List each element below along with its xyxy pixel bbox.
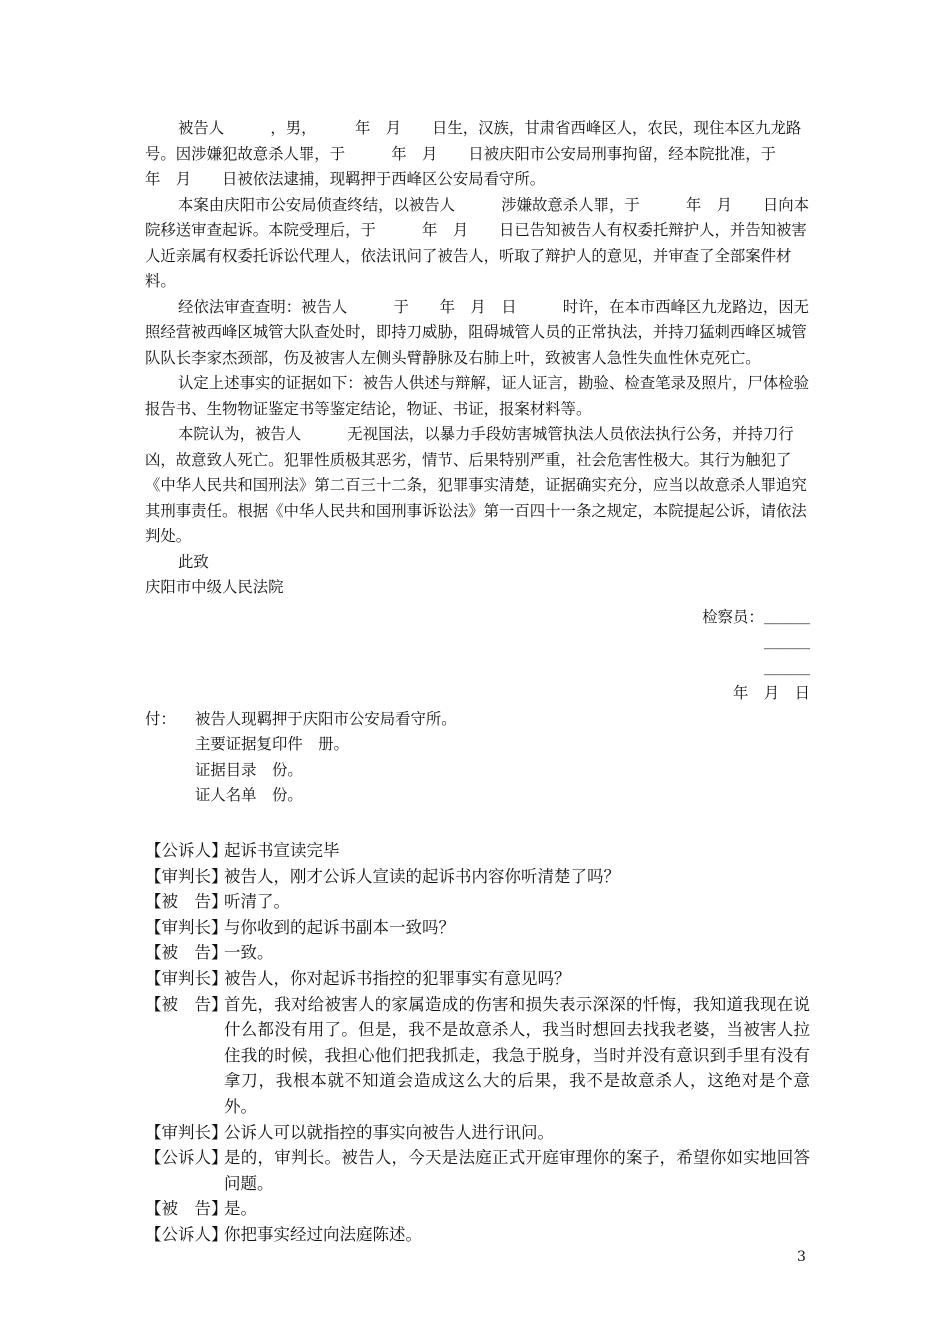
signature-blank-2: ＿＿＿ xyxy=(763,633,810,651)
speech-text: 听清了。 xyxy=(224,892,290,912)
speech-text: 是。 xyxy=(224,1199,257,1219)
attachment-item: 证据目录 份。 xyxy=(195,760,303,779)
speech-text: 一致。 xyxy=(224,943,274,963)
paragraph-opinion: 本院认为，被告人 无视国法，以暴力手段妨害城管执法人员依法执行公务，并持刀行凶，故意致人死亡。犯罪性质极其恶劣，情节、后果特别严重，社会危害性极大。其行为触犯了《中华人民共和国刑法》第二百三十二条，犯罪事实清楚，证据确实充分，应当以故意杀人罪追究其刑事责任。根据《中华人民共和国刑事诉讼法》第一百四十一条之规定，本院提起公诉，请依法判处。 xyxy=(145,425,807,545)
speech-text: 你把事实经过向法庭陈述。 xyxy=(224,1224,422,1244)
transcript-line xyxy=(145,992,810,1120)
transcript-line xyxy=(145,864,810,890)
speech-text: 是的，审判长。被告人，今天是法庭正式开庭审理你的案子，希望你如实地回答问题。 xyxy=(224,1148,810,1193)
speaker-label: 【被 告】 xyxy=(145,994,228,1014)
paragraph-defendant-info: 被告人 ，男， 年 月 日生，汉族，甘肃省西峰区人，农民，现住本区九龙路 号。因涉嫌犯故意杀人罪，于 年 月 日被庆阳市公安局刑事拘留，经本院批准，于 年 月 日被依法逮捕，现羁押于西峰区公安局看守所。 xyxy=(145,119,833,188)
paragraph-facts: 经依法审查查明：被告人 于 年 月 日 时许，在本市西峰区九龙路边，因无照经营被西峰区城管大队查处时，即持刀威胁，阻碍城管人员的正常执法，并持刀猛刺西峰区城管队队长李家杰颈部，伤及被害人左侧头臂静脉及右肺上叶，致被害人急性失血性休克死亡。 xyxy=(145,297,810,367)
transcript-line xyxy=(145,940,810,966)
speaker-label: 【审判长】 xyxy=(145,866,228,886)
speech-text: 与你收到的起诉书副本一致吗？ xyxy=(224,917,455,937)
transcript-line xyxy=(145,1196,810,1222)
transcript-line xyxy=(145,838,810,864)
speaker-label: 【被 告】 xyxy=(145,943,228,963)
transcript-line xyxy=(145,915,810,941)
speech-text: 公诉人可以就指控的事实向被告人进行讯问。 xyxy=(224,1122,554,1142)
speaker-label: 【公诉人】 xyxy=(145,841,228,860)
paragraph-case-transfer: 本案由庆阳市公安局侦查终结，以被告人 涉嫌故意杀人罪，于 年 月 日向本院移送审查起诉。本院受理后，于 年 月 日已告知被告人有权委托辩护人，并告知被害人近亲属有权委托诉讼代理人，依法讯问了被告人，听取了辩护人的意见，并审查了全部案件材料。 xyxy=(145,195,810,290)
speech-text: 被告人，刚才公诉人宣读的起诉书内容你听清楚了吗？ xyxy=(224,866,620,886)
speaker-label: 【公诉人】 xyxy=(145,1148,228,1168)
transcript-line xyxy=(145,966,810,992)
transcript-line xyxy=(145,1222,810,1248)
speaker-label: 【公诉人】 xyxy=(145,1224,228,1244)
date-line: 年 月 日 xyxy=(733,684,810,702)
signature-blank-3: ＿＿＿ xyxy=(763,658,810,677)
transcript-line xyxy=(145,1120,810,1146)
court-transcript xyxy=(145,838,810,1248)
speech-text: 首先，我对给被害人的家属造成的伤害和损失表示深深的忏悔，我知道我现在说什么都没有用了。但是，我不是故意杀人，我当时想回去找我老婆，当被害人拉住我的时候，我担心他们把我抓走，我急于脱身，当时并没有意识到手里有没有拿刀，我根本就不知道会造成这么大的后果，我不是故意杀人，这绝对是个意外。 xyxy=(224,994,810,1116)
transcript-line xyxy=(145,889,810,915)
prosecutor-signature: 检察员：＿＿＿ xyxy=(702,607,810,626)
attachment-item: 证人名单 份。 xyxy=(195,786,303,804)
attachments xyxy=(145,707,810,809)
attachment-label: 付： xyxy=(145,709,176,728)
speaker-label: 【被 告】 xyxy=(145,892,228,912)
indictment-section xyxy=(145,116,833,809)
speaker-label: 【被 告】 xyxy=(145,1199,228,1219)
speaker-label: 【审判长】 xyxy=(145,1122,228,1142)
speech-text: 起诉书宣读完毕 xyxy=(224,841,340,860)
paragraph-evidence: 认定上述事实的证据如下：被告人供述与辩解，证人证言，勘验、检查笔录及照片，尸体检验报告书、生物物证鉴定书等鉴定结论，物证、书证，报案材料等。 xyxy=(145,374,810,418)
salutation: 此致 xyxy=(178,552,209,571)
page-number: 3 xyxy=(797,1249,806,1265)
court-name: 庆阳市中级人民法院 xyxy=(145,578,284,596)
transcript-line xyxy=(145,1145,810,1196)
attachment-item: 被告人现羁押于庆阳市公安局看守所。 xyxy=(195,709,457,728)
speaker-label: 【审判长】 xyxy=(145,917,228,937)
speaker-label: 【审判长】 xyxy=(145,968,228,988)
attachment-item: 主要证据复印件 册。 xyxy=(195,735,349,753)
speech-text: 被告人，你对起诉书指控的犯罪事实有意见吗？ xyxy=(224,968,571,988)
